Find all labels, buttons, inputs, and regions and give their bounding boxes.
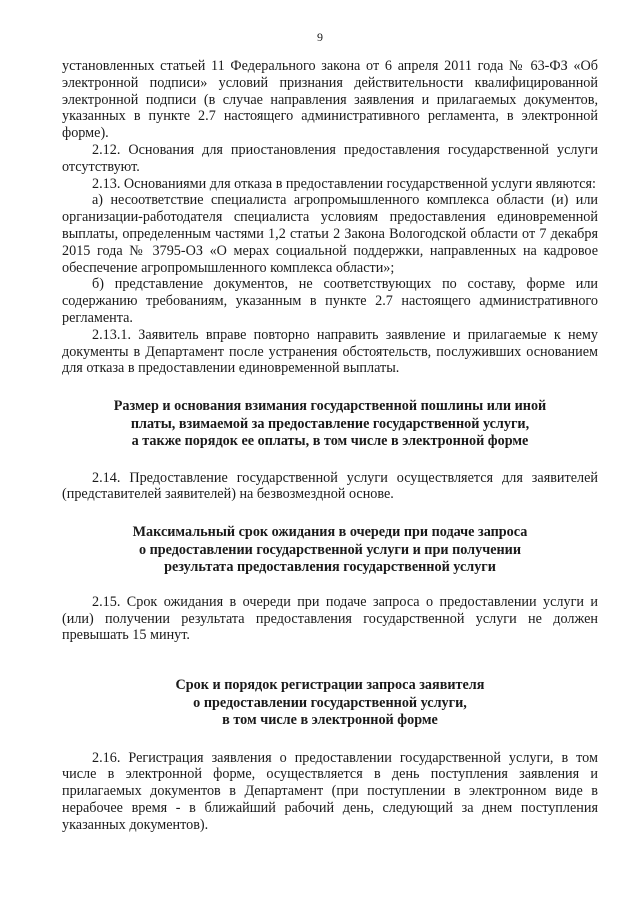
paragraph-2-13: 2.13. Основаниями для отказа в предоставлении государственной услуги являются: (92, 175, 596, 192)
heading-queue-time (62, 524, 598, 577)
paragraph-2-14: 2.14. Предоставление государственной услуги осуществляется для заявителей (представителей заявителей) на безвозмездной основе. (62, 469, 598, 503)
heading-line: Срок и порядок регистрации запроса заявителя (175, 677, 485, 694)
paragraph-2-13-1: 2.13.1. Заявитель вправе повторно направить заявление и прилагаемые к нему документы в Департамент после устранения обстоятельств, послуживших основанием для отказа в предоставлении единовременной выплаты. (62, 326, 598, 377)
heading-line: платы, взимаемой за предоставление государственной услуги, (130, 415, 530, 432)
heading-line: а также порядок ее оплаты, в том числе в электронной форме (131, 433, 529, 450)
paragraph-2-16: 2.16. Регистрация заявления о предоставлении государственной услуги, в том числе в электронной форме, осуществляется в день поступления заявления и прилагаемых документов в Департамент (при поступлении в электронном виде в нерабочее время - в ближайший рабочий день, следующий за днем поступления указанных документов). (62, 749, 598, 833)
paragraph-continuation: установленных статьей 11 Федерального закона от 6 апреля 2011 года № 63-ФЗ «Об электронной подписи» условий признания действительности квалифицированной электронной подписи (в случае направления заявления и прилагаемых документов, указанных в пункте 2.7 настоящего административного регламента, в электронной форме). (62, 58, 598, 142)
paragraph-2-15: 2.15. Срок ожидания в очереди при подаче запроса о предоставлении услуги и (или) получении результата предоставления государственной услуги не должен превышать 15 минут. (62, 593, 598, 644)
paragraph-2-12: 2.12. Основания для приостановления предоставления государственной услуги отсутствуют. (62, 141, 598, 175)
document-body (62, 58, 598, 834)
paragraph-2-13-a: а) несоответствие специалиста агропромышленного комплекса области (и) или организации-работодателя специалиста условиям предоставления единовременной выплаты, определенным частями 1,2 статьи 2 Закона Вологодской области от 7 декабря 2015 года № 3795-ОЗ «О мерах социальной поддержки, направленных на кадровое обеспечение агропромышленного комплекса области»; (62, 192, 598, 276)
heading-line: Размер и основания взимания государственной пошлины или иной (113, 398, 547, 415)
paragraph-2-13-b: б) представление документов, не соответствующих по составу, форме или содержанию требованиям, указанным в пункте 2.7 настоящего административного регламента. (62, 276, 598, 326)
heading-state-fee (62, 398, 598, 451)
heading-line: о предоставлении государственной услуги и при получении (138, 541, 522, 558)
heading-line: результата предоставления государственной услуги (164, 559, 496, 576)
heading-line: в том числе в электронной форме (222, 712, 438, 729)
page-number: 9 (317, 30, 323, 44)
heading-line: Максимальный срок ожидания в очереди при подаче запроса (132, 524, 528, 541)
heading-line: о предоставлении государственной услуги, (193, 694, 467, 711)
heading-registration (62, 677, 598, 730)
